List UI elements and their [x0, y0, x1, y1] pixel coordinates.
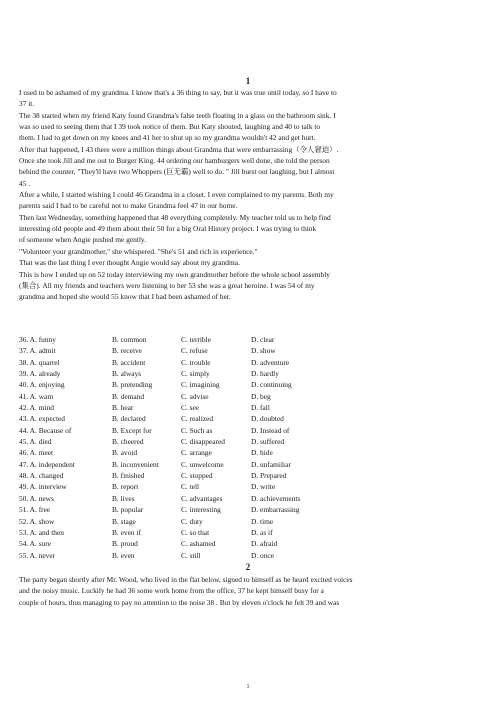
option-choice: C. imagining	[181, 380, 220, 390]
answer-options	[19, 335, 479, 562]
option-choice: D. as if	[251, 527, 273, 537]
option-choice: C. trouble	[181, 357, 211, 367]
option-choice: D. doubted	[251, 414, 284, 424]
option-choice: D. suffered	[251, 437, 285, 447]
passage-line: of someone when Angie pushed me gently.	[19, 235, 146, 245]
passage-1	[19, 87, 479, 303]
passage-line: (集合). All my friends and teachers were listening to her 53 she was a great heroine. I was 54 of my	[19, 280, 315, 290]
option-choice: D. continuing	[251, 380, 292, 390]
option-choice: C. advantages	[181, 493, 223, 503]
option-row	[19, 403, 479, 414]
option-row	[19, 346, 479, 357]
option-choice: D. clear	[251, 335, 275, 344]
option-row	[19, 414, 479, 425]
passage-line: parents said I had to be careful not to make Grandma feel 47 in our home.	[19, 201, 238, 211]
option-choice: B. cheered	[112, 437, 144, 447]
option-choice: B. avoid	[112, 448, 138, 458]
option-choice: B. even if	[112, 527, 141, 537]
option-choice: D. Prepared	[251, 471, 287, 481]
passage-line: them. I had to get down on my knees and 41 her to shut up so my grandma wouldn't 42 and get hurt.	[19, 133, 316, 143]
option-choice: C. tell	[181, 482, 200, 492]
option-choice: C. refuse	[181, 346, 208, 356]
passage-line: and the noisy music. Luckily he had 36 some work home from the office, 37 he kept himself busy for a	[19, 586, 324, 596]
option-choice: C. interesting	[181, 505, 221, 515]
option-choice: C. stopped	[181, 471, 213, 481]
passage-line: This is how I ended up on 52 today interviewing my own grandmother before the whole school assembly	[19, 269, 330, 279]
passage-line: The party began shortly after Mr. Wood, who lived in the flat below, signed to himself as he heard excited voices	[19, 575, 353, 584]
option-choice: B. proud	[112, 539, 138, 549]
section-1-number: 1	[245, 76, 251, 86]
passage-line: After that happened, I 43 there were a million things about Grandma that were embarrassing（令人窘迫）.	[19, 144, 339, 154]
option-row	[19, 494, 479, 505]
option-choice: B. accident	[112, 357, 146, 367]
passage-2	[19, 574, 479, 608]
passage-line: After a while, I started wishing I could 46 Grandma in a closet. I even complained to my parents. Both my	[19, 190, 334, 200]
option-choice: 38. A. quarrel	[19, 357, 60, 367]
option-choice: 50. A. news	[19, 493, 54, 503]
option-row	[19, 460, 479, 471]
option-choice: 49. A. interview	[19, 482, 67, 492]
option-choice: C. ashamed	[181, 539, 216, 549]
option-choice: D. achievements	[251, 493, 301, 503]
option-choice: B. inconvenient	[112, 459, 159, 469]
option-row	[19, 528, 479, 539]
option-choice: B. pretending	[112, 380, 153, 390]
option-choice: 55. A. never	[19, 550, 56, 560]
option-choice: 46. A. meet	[19, 448, 54, 458]
passage-line: grandma and hoped she would 55 know that I had been ashamed of her.	[19, 292, 231, 302]
option-choice: B. Except for	[112, 425, 152, 435]
option-choice: D. embarrassing	[251, 505, 300, 515]
passage-line: I used to be ashamed of my grandma. I know that's a 36 thing to say, but it was true until today, so I have to	[19, 88, 337, 97]
option-choice: B. common	[112, 335, 147, 344]
option-choice: C. still	[181, 550, 201, 560]
option-choice: D. hardly	[251, 369, 279, 379]
option-row	[19, 471, 479, 482]
option-choice: B. report	[112, 482, 139, 492]
section-2-number: 2	[245, 562, 251, 572]
option-choice: 39. A. already	[19, 369, 61, 379]
option-choice: B. demand	[112, 391, 145, 401]
passage-line: behind the counter, "They'll have two Whoppers (巨无霸) well to do. " Jill burst out laughing, but I almost	[19, 167, 335, 177]
option-choice: D. unfamiliar	[251, 459, 291, 469]
option-choice: B. popular	[112, 505, 144, 515]
option-choice: 51. A. free	[19, 505, 51, 515]
passage-line: interesting old people and 49 them about their 50 for a big Oral History project. I was trying to think	[19, 224, 317, 234]
option-choice: C. arrange	[181, 448, 212, 458]
option-choice: 44. A. Because of	[19, 425, 72, 435]
option-choice: 36. A. funny	[19, 335, 56, 344]
option-choice: D. beg	[251, 391, 271, 401]
option-choice: D. write	[251, 482, 276, 492]
option-choice: C. terrible	[181, 335, 211, 344]
option-choice: B. finished	[112, 471, 145, 481]
passage-line: Then last Wednesday, something happened that 48 everything completely. My teacher told us to help find	[19, 212, 331, 222]
passage-line: The 38 started when my friend Katy found Grandma's false teeth floating in a glass on the bathroom sink. I	[19, 110, 336, 120]
option-choice: D. show	[251, 346, 276, 356]
option-row	[19, 358, 479, 369]
passage-line: 45 .	[19, 178, 31, 188]
option-row	[19, 380, 479, 391]
option-row	[19, 369, 479, 380]
option-choice: D. Instead of	[251, 425, 290, 435]
page-number: 1	[246, 684, 250, 690]
option-choice: 41. A. warn	[19, 391, 54, 401]
passage-line: couple of hours, thus managing to pay no attention to the noise 38 . But by eleven o'clock he felt 39 and was	[19, 597, 340, 607]
option-row	[19, 448, 479, 459]
option-choice: D. afraid	[251, 539, 278, 549]
option-choice: 37. A. admit	[19, 346, 56, 356]
option-choice: D. time	[251, 516, 274, 526]
option-choice: 45. A. died	[19, 437, 52, 447]
passage-line: Once she took Jill and me out to Burger King. 44 ordering our hamburgers well done, she told the person	[19, 156, 330, 166]
option-choice: C. unwelcome	[181, 459, 224, 469]
option-choice: 53. A. and then	[19, 527, 64, 537]
option-row	[19, 437, 479, 448]
option-row	[19, 505, 479, 516]
option-choice: B. receive	[112, 346, 142, 356]
option-choice: B. always	[112, 369, 142, 379]
option-choice: B. stage	[112, 516, 136, 526]
option-choice: C. realized	[181, 414, 214, 424]
option-choice: B. declared	[112, 414, 146, 424]
option-choice: D. fall	[251, 403, 270, 413]
option-choice: C. duty	[181, 516, 203, 526]
option-choice: C. simply	[181, 369, 210, 379]
option-choice: 42. A. mind	[19, 403, 54, 413]
option-row	[19, 517, 479, 528]
option-choice: D. hide	[251, 448, 273, 458]
option-row	[19, 392, 479, 403]
option-choice: C. disappeared	[181, 437, 225, 447]
option-choice: D. once	[251, 550, 274, 560]
option-choice: B. hear	[112, 403, 134, 413]
option-choice: D. adventure	[251, 357, 290, 367]
option-row	[19, 426, 479, 437]
option-choice: C. see	[181, 403, 200, 413]
option-row	[19, 551, 479, 562]
option-row	[19, 539, 479, 550]
option-choice: 48. A. changed	[19, 471, 64, 481]
option-choice: C. Such as	[181, 425, 213, 435]
passage-line: That was the last thing I ever thought Angie would say about my grandma.	[19, 258, 240, 268]
option-choice: 47. A. independent	[19, 459, 75, 469]
option-choice: 54. A. sure	[19, 539, 52, 549]
option-row	[19, 482, 479, 493]
option-choice: 40. A. enjoying	[19, 380, 65, 390]
option-choice: B. lives	[112, 493, 135, 503]
passage-line: "Volunteer your grandmother," she whispered. "She's 51 and rich in experience."	[19, 246, 258, 256]
option-row	[19, 335, 479, 346]
option-choice: C. advise	[181, 391, 209, 401]
passage-line: was so used to seeing them that I 39 took notice of them. But Katy shouted, laughing and 40 to talk to	[19, 122, 321, 132]
option-choice: 52. A. show	[19, 516, 55, 526]
option-choice: 43. A. expected	[19, 414, 65, 424]
passage-line: 37 it.	[19, 99, 35, 109]
option-choice: B. even	[112, 550, 135, 560]
option-choice: C. so that	[181, 527, 210, 537]
